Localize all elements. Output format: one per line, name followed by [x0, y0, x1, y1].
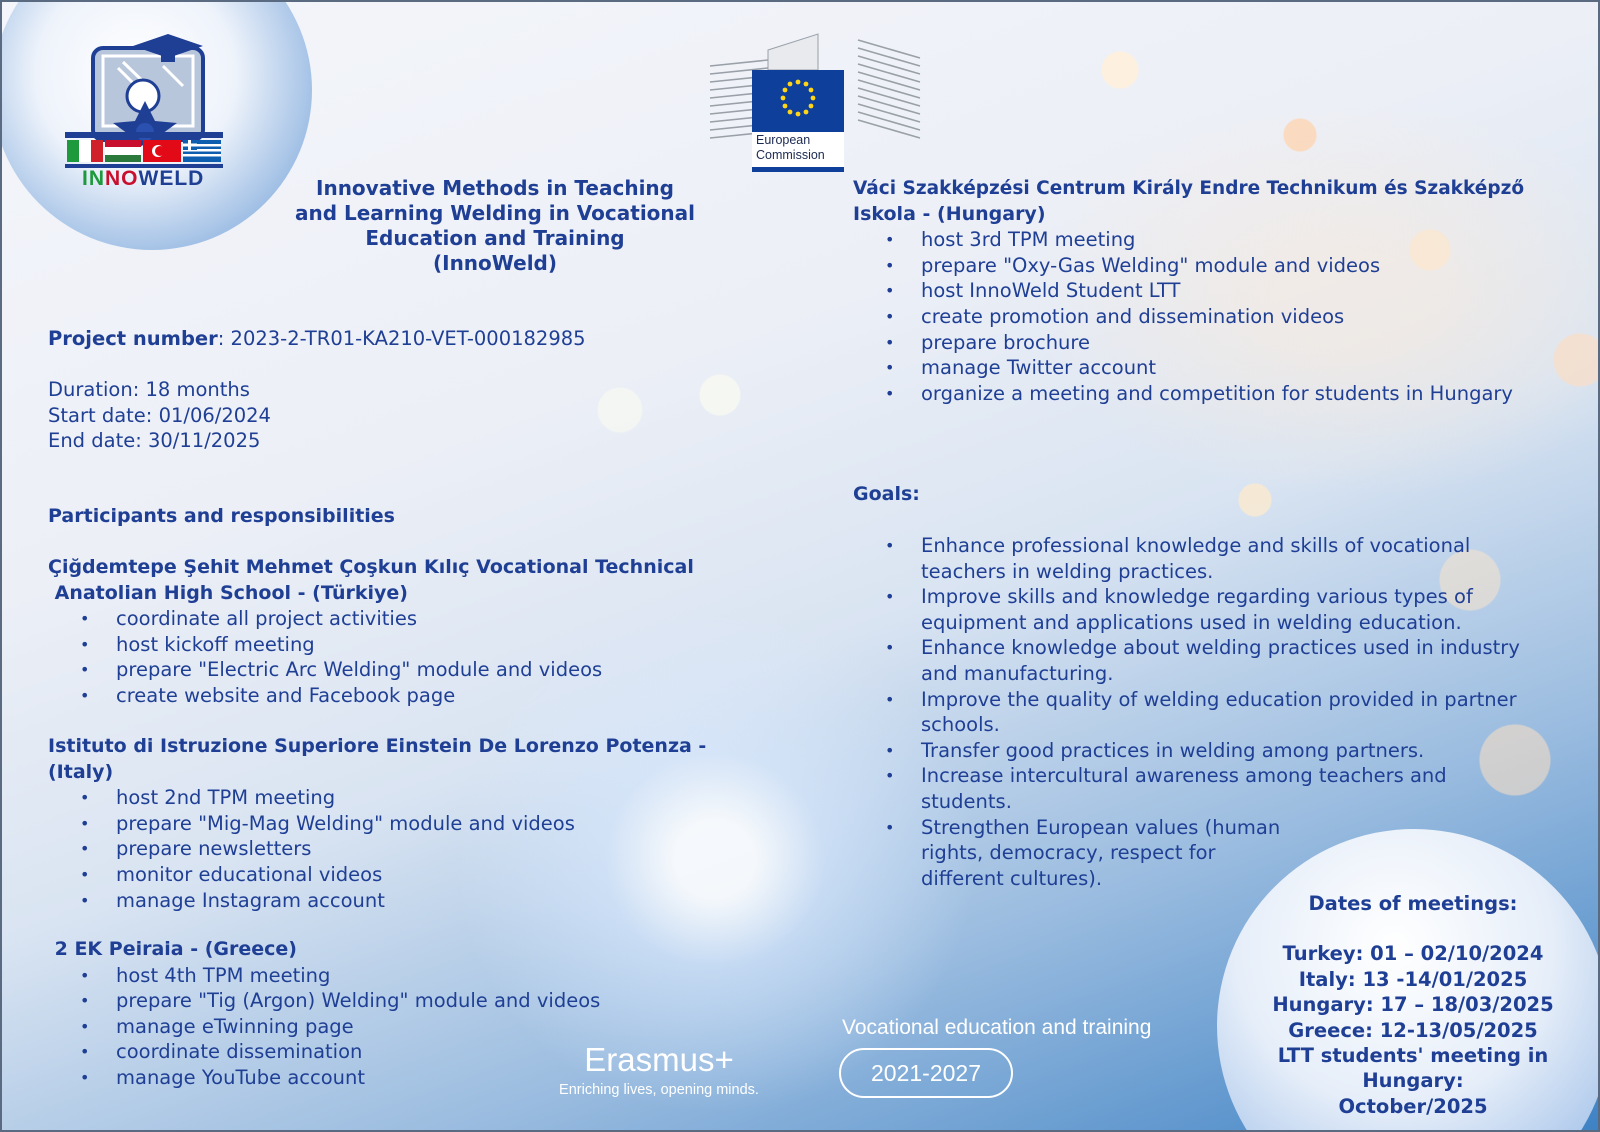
- goal-line: equipment and applications used in welding education.: [921, 610, 1462, 634]
- list-item: • prepare "Mig-Mag Welding" module and videos: [48, 811, 768, 837]
- meetings-dates: [1257, 891, 1569, 1119]
- partner-turkiye: [48, 555, 768, 709]
- title-line1: Innovative Methods in Teaching: [316, 176, 674, 200]
- project-number-label: Project number: [48, 327, 218, 350]
- goal-line: • Enhance professional knowledge and skills of vocational: [921, 534, 1471, 557]
- list-item: • prepare "Electric Arc Welding" module and videos: [48, 657, 768, 683]
- list-item: • create promotion and dissemination videos: [853, 304, 1573, 330]
- goal-line: • Increase intercultural awareness among teachers and: [921, 764, 1447, 788]
- project-duration: Duration: 18 months: [48, 378, 250, 401]
- partner-name-line1: 2 EK Peiraia - (Greece): [48, 938, 297, 960]
- erasmus-brand: Erasmus+: [584, 1041, 734, 1078]
- list-item: • monitor educational videos: [48, 862, 768, 888]
- meeting-line: Turkey: 01 – 02/10/2024: [1282, 942, 1544, 966]
- list-item: • host 2nd TPM meeting: [48, 785, 768, 811]
- goal-line: • Improve the quality of welding education provided in partner: [921, 687, 1517, 711]
- goal-line: rights, democracy, respect for: [921, 841, 1216, 865]
- years-badge: 2021-2027: [839, 1048, 1013, 1098]
- goal-line: • Transfer good practices in welding among partners.: [921, 738, 1425, 762]
- list-item: • manage YouTube account: [48, 1065, 768, 1091]
- goals-heading: Goals:: [853, 483, 920, 505]
- european-commission-logo: [708, 30, 922, 175]
- list-item: • create website and Facebook page: [48, 683, 768, 709]
- project-end-date: End date: 30/11/2025: [48, 429, 261, 453]
- meetings-heading: Dates of meetings:: [1308, 892, 1518, 915]
- goal-item: [853, 738, 1573, 764]
- list-item: • host InnoWeld Student LTT: [853, 278, 1573, 304]
- goal-line: schools.: [921, 713, 1000, 737]
- goal-item: [853, 584, 1573, 635]
- project-title: [285, 176, 705, 276]
- eu-label-line1: European: [756, 133, 811, 147]
- participants-heading: Participants and responsibilities: [48, 505, 395, 527]
- goal-line: • Improve skills and knowledge regarding various types of: [921, 585, 1473, 609]
- title-line4: (InnoWeld): [432, 251, 558, 275]
- partner-name-line1: Istituto di Istruzione Superiore Einstein De Lorenzo Potenza -: [48, 735, 707, 757]
- project-start-date: Start date: 01/06/2024: [48, 403, 271, 427]
- list-item: • manage eTwinning page: [48, 1014, 768, 1040]
- eu-label-line2: Commission: [756, 148, 825, 162]
- partner-name-line2: (Italy): [48, 760, 114, 783]
- list-item: • host kickoff meeting: [48, 632, 768, 658]
- list-item: • prepare "Oxy-Gas Welding" module and videos: [853, 253, 1573, 279]
- list-item: • host 4th TPM meeting: [48, 963, 768, 989]
- project-dates: [48, 377, 271, 454]
- goal-line: and manufacturing.: [921, 661, 1114, 685]
- partner-name-line1: Çiğdemtepe Şehit Mehmet Çoşkun Kılıç Vocational Technical: [48, 556, 694, 578]
- list-item: • prepare newsletters: [48, 836, 768, 862]
- partner-name-line2: Iskola - (Hungary): [853, 202, 1046, 225]
- list-item: • manage Instagram account: [48, 888, 768, 914]
- goal-item: [853, 687, 1573, 738]
- goal-line: • Strengthen European values (human: [921, 815, 1281, 839]
- title-line2: and Learning Welding in Vocational: [294, 201, 696, 225]
- eu-label: [756, 133, 825, 163]
- goal-line: different cultures).: [921, 866, 1103, 890]
- meeting-line: Hungary:: [1362, 1069, 1464, 1093]
- goal-item: [853, 763, 1573, 814]
- meeting-line: LTT students' meeting in: [1277, 1044, 1549, 1068]
- goal-line: teachers in welding practices.: [921, 559, 1214, 583]
- list-item: • host 3rd TPM meeting: [853, 227, 1573, 253]
- partner-responsibilities: [48, 785, 768, 913]
- vet-label: Vocational education and training: [842, 1016, 1152, 1039]
- meeting-line: October/2025: [1338, 1094, 1488, 1118]
- partner-responsibilities: [48, 606, 768, 708]
- meeting-line: Italy: 13 -14/01/2025: [1298, 967, 1528, 991]
- goal-item: [853, 635, 1573, 686]
- list-item: • coordinate dissemination: [48, 1039, 768, 1065]
- partner-hungary: [853, 176, 1573, 406]
- list-item: • prepare brochure: [853, 330, 1573, 356]
- erasmus-plus-logo: [554, 1042, 764, 1098]
- meeting-line: Hungary: 17 – 18/03/2025: [1272, 993, 1554, 1017]
- project-number: [48, 326, 586, 352]
- list-item: • manage Twitter account: [853, 355, 1573, 381]
- logo-text: INNOWELD: [82, 167, 205, 190]
- partner-name-line2: Anatolian High School - (Türkiye): [48, 581, 408, 604]
- list-item: • organize a meeting and competition for students in Hungary: [853, 381, 1573, 407]
- goal-item: [853, 533, 1573, 584]
- goal-line: students.: [921, 789, 1012, 813]
- partner-responsibilities: [853, 227, 1573, 406]
- partner-italy: [48, 734, 768, 913]
- project-number-value: : 2023-2-TR01-KA210-VET-000182985: [217, 327, 586, 350]
- meeting-line: Greece: 12-13/05/2025: [1288, 1018, 1538, 1042]
- list-item: • prepare "Tig (Argon) Welding" module and videos: [48, 988, 768, 1014]
- title-line3: Education and Training: [365, 226, 625, 250]
- list-item: • coordinate all project activities: [48, 606, 768, 632]
- partner-name-line1: Váci Szakképzési Centrum Király Endre Technikum és Szakképző: [853, 178, 1525, 199]
- erasmus-tagline: Enriching lives, opening minds.: [559, 1082, 759, 1098]
- goal-line: • Enhance knowledge about welding practices used in industry: [921, 636, 1520, 660]
